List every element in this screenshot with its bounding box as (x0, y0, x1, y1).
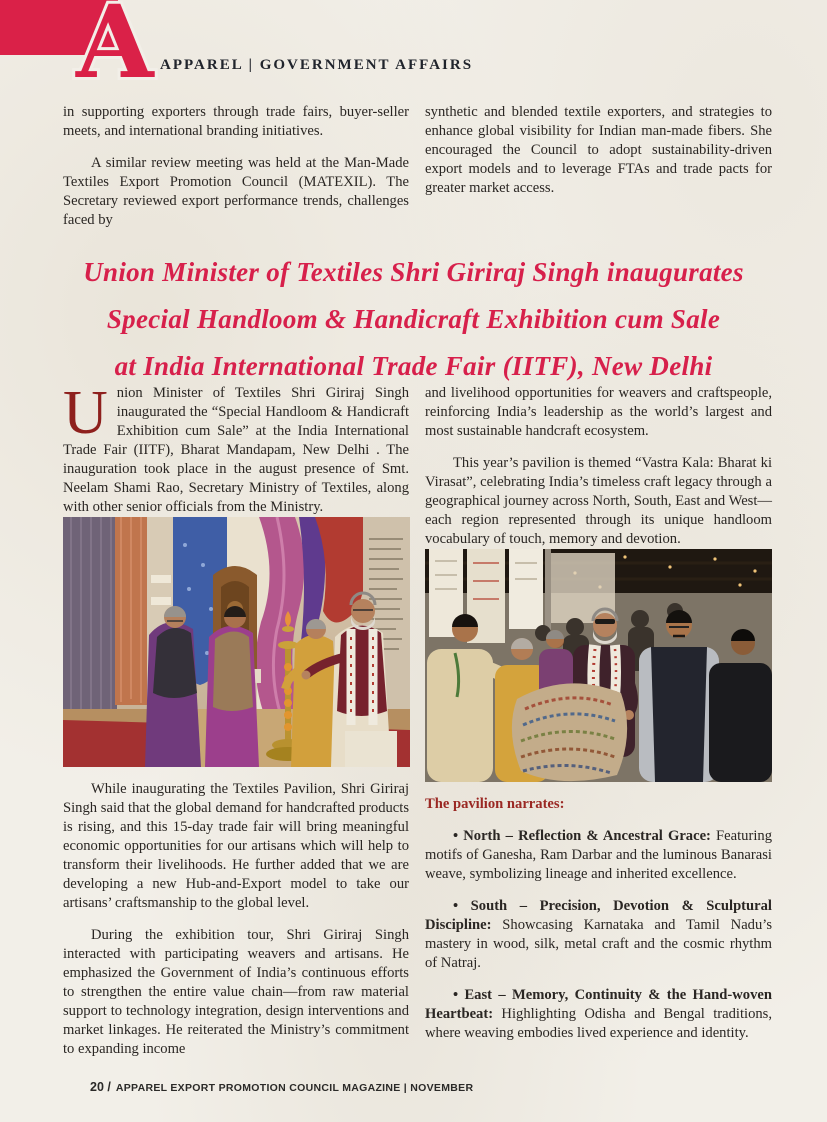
intro-columns (63, 103, 772, 230)
article-left-column (63, 379, 409, 1059)
intro-right-column (425, 103, 772, 230)
intro-paragraph: synthetic and blended textile exporters, and strategies to enhance global visibility for Indian man-made fibers. She encouraged the Council to adopt sustainability-driven export models and to leverage FTAs and trade pacts for greater market access. (425, 104, 772, 196)
article-headline (0, 249, 827, 390)
article-right-column (425, 384, 772, 1059)
headline-line: at India International Trade Fair (IITF), New Delhi (114, 351, 713, 381)
logo-letter: A (76, 0, 154, 96)
bullet-text: Featuring motifs of Ganesha, Ram Darbar and the luminous Banarasi weave, symbolizing lineage and inherited excellence. (425, 828, 772, 882)
bullet-lead: • South – Precision, Devotion & Sculptural Discipline: (425, 898, 772, 933)
page-number: 20 / (90, 1080, 111, 1094)
section-label: APPAREL | GOVERNMENT AFFAIRS (160, 57, 474, 73)
pavilion-heading: The pavilion narrates: (425, 796, 565, 812)
photo-lamp-inauguration-art (63, 517, 410, 767)
logo-a-icon (0, 0, 170, 96)
drop-cap: U (63, 379, 108, 447)
article-paragraph: During the exhibition tour, Shri Giriraj Singh interacted with participating weavers and artisans. He emphasized the Government of India’s continuous efforts to strengthen the entire value chain—from raw material support to technology integration, design interventions and market linkages. He reiterated the Ministry’s commitment to expanding income (63, 927, 409, 1057)
pavilion-bullet (425, 986, 772, 1043)
photo-exhibition-tour-art (425, 549, 772, 782)
lead-paragraph (63, 379, 409, 517)
footer-text: APPAREL EXPORT PROMOTION COUNCIL MAGAZINE | NOVEMBER (115, 1082, 474, 1094)
intro-paragraph: in supporting exporters through trade fairs, buyer-seller meets, and international branding initiatives. (63, 104, 409, 139)
headline-line: Special Handloom & Handicraft Exhibition cum Sale (106, 304, 721, 334)
handloom-fabric (512, 683, 627, 781)
bullet-text: Showcasing Karnataka and Tamil Nadu’s mastery in wood, silk, metal craft and the cosmic rhythm of Natraj. (425, 917, 772, 971)
article-body (63, 379, 772, 1059)
magazine-logo (0, 0, 170, 96)
article-paragraph: and livelihood opportunities for weavers and craftspeople, reinforcing India’s leadership as the world’s largest and most sustainable handcraft ecosystem. (425, 385, 772, 439)
photo-lamp-inauguration (63, 517, 410, 767)
headline-line: Union Minister of Textiles Shri Giriraj Singh inaugurates (83, 257, 744, 287)
photo-exhibition-tour (425, 549, 772, 782)
intro-left-column (63, 103, 409, 230)
pavilion-bullet (425, 827, 772, 884)
bullet-text: Highlighting Odisha and Bengal traditions, where weaving embodies lived experience and identity. (425, 1006, 772, 1041)
lead-paragraph-text: nion Minister of Textiles Shri Giriraj Singh inaugurated the “Special Handloom & Handicraft Exhibition cum Sale” at the India International Trade Fair (IITF), Bharat Mandapam, New Delhi . The inauguration took place in the august presence of Smt. Neelam Shami Rao, Secretary Ministry of Textiles, along with other senior officials from the Ministry. (63, 385, 409, 515)
bullet-lead: • North – Reflection & Ancestral Grace: (453, 828, 711, 844)
bullet-lead: • East – Memory, Continuity & the Hand-woven Heartbeat: (425, 987, 772, 1022)
intro-paragraph: A similar review meeting was held at the Man-Made Textiles Export Promotion Council (MATEXIL). The Secretary reviewed export performance trends, challenges faced by (63, 155, 409, 228)
page-footer (90, 1080, 473, 1094)
pavilion-bullet (425, 897, 772, 973)
article-paragraph: While inaugurating the Textiles Pavilion, Shri Giriraj Singh said that the global demand for handcrafted products is rising, and this 15-day trade fair will bring meaningful economic opportunities for our artisans which will help to transform their livelihoods. He further added that we are developing a new Hub-and-Export model to take our artisans’ craftsmanship to the global level. (63, 781, 409, 911)
article-paragraph: This year’s pavilion is themed “Vastra Kala: Bharat ki Virasat”, celebrating India’s timeless craft legacy through a geographical journey across North, South, East and West—each region represented through its unique handloom vocabulary of touch, memory and devotion. (425, 455, 772, 547)
